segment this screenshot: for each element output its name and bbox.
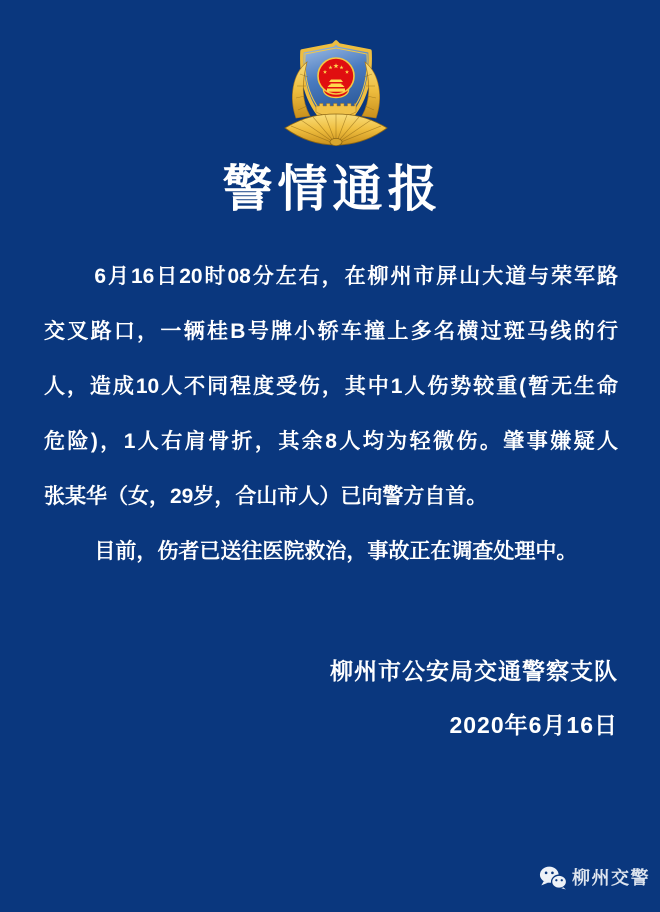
body-line: 交叉路口，一辆桂B号牌小轿车撞上多名横过斑马线的行 [44, 320, 618, 343]
notice-body [44, 249, 618, 579]
notice-date: 2020年6月16日 [449, 712, 618, 738]
issuing-authority: 柳州市公安局交通警察支队 [330, 658, 618, 684]
body-line: 6月16日20时08分左右，在柳州市屏山大道与荣军路 [94, 265, 618, 288]
body-line: 张某华（女，29岁，合山市人）已向警方自首。 [44, 485, 488, 508]
watermark-label: 柳州交警 [572, 868, 650, 888]
notice-title: 警情通报 [222, 161, 443, 217]
police-emblem-icon [283, 40, 389, 152]
body-line: 危险)，1人右肩骨折，其余8人均为轻微伤。肇事嫌疑人 [44, 430, 618, 453]
signature-block [330, 655, 618, 741]
body-line: 人，造成10人不同程度受伤，其中1人伤势较重(暂无生命 [44, 375, 618, 398]
body-line: 目前，伤者已送往医院救治，事故正在调查处理中。 [94, 540, 578, 563]
wechat-icon [539, 865, 567, 890]
wechat-watermark [539, 861, 650, 893]
